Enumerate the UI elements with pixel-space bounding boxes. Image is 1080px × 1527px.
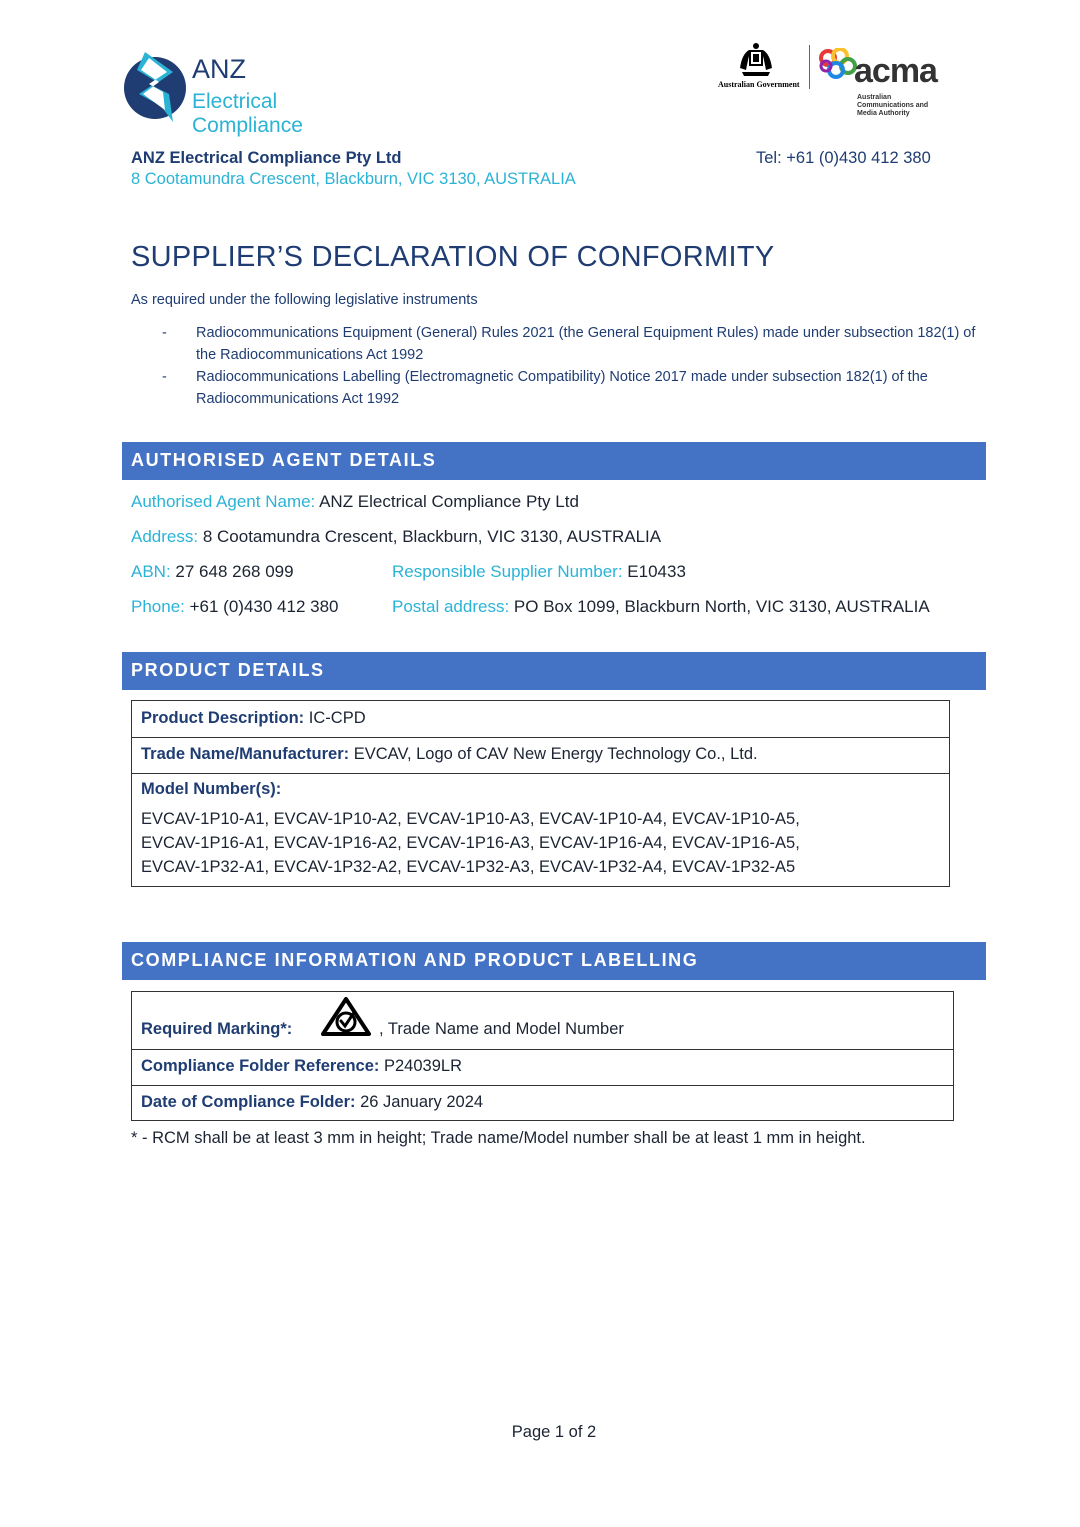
- company-telephone: Tel: +61 (0)430 412 380: [756, 149, 931, 167]
- postal-address-row: [392, 597, 930, 617]
- product-details-table: [131, 700, 950, 887]
- phone-label: Phone:: [131, 597, 185, 616]
- table-row: [132, 1049, 953, 1085]
- agent-name-row: [131, 492, 579, 512]
- folder-reference-value: P24039LR: [384, 1057, 462, 1075]
- agent-name-value: ANZ Electrical Compliance Pty Ltd: [319, 492, 579, 511]
- supplier-number-value: E10433: [627, 562, 686, 581]
- lightning-bolt-icon: [123, 50, 187, 124]
- page-title: SUPPLIER’S DECLARATION OF CONFORMITY: [131, 241, 775, 273]
- instrument-text: Radiocommunications Labelling (Electromagnetic Compatibility) Notice 2017 made under subsection 182(1) of the Radiocommunications Act 1992: [196, 369, 928, 407]
- compliance-table: [131, 991, 954, 1121]
- acma-wordmark: acma: [854, 52, 937, 90]
- required-marking-text: , Trade Name and Model Number: [379, 1020, 624, 1038]
- agent-name-label: Authorised Agent Name:: [131, 492, 316, 511]
- abn-value: 27 648 268 099: [175, 562, 294, 581]
- agent-address-value: 8 Cootamundra Crescent, Blackburn, VIC 3130, AUSTRALIA: [202, 527, 662, 546]
- company-name: ANZ Electrical Compliance Pty Ltd: [131, 149, 402, 167]
- trade-name-label: Trade Name/Manufacturer:: [141, 745, 350, 763]
- model-line: EVCAV-1P32-A1, EVCAV-1P32-A2, EVCAV-1P32-A3, EVCAV-1P32-A4, EVCAV-1P32-A5: [141, 858, 796, 876]
- instrument-text: Radiocommunications Equipment (General) Rules 2021 (the General Equipment Rules) made under subsection 182(1) of the Radiocommunications Act 1992: [196, 325, 976, 363]
- table-row: [132, 1085, 953, 1120]
- agent-address-row: [131, 527, 661, 547]
- model-line: EVCAV-1P10-A1, EVCAV-1P10-A2, EVCAV-1P10-A3, EVCAV-1P10-A4, EVCAV-1P10-A5,: [141, 810, 800, 828]
- model-numbers-label: Model Number(s):: [141, 780, 282, 798]
- model-numbers-list: [141, 807, 940, 879]
- model-line: EVCAV-1P16-A1, EVCAV-1P16-A2, EVCAV-1P16-A3, EVCAV-1P16-A4, EVCAV-1P16-A5,: [141, 834, 800, 852]
- product-description-value: IC-CPD: [308, 709, 366, 727]
- government-acma-logo: [718, 42, 948, 122]
- product-description-label: Product Description:: [141, 709, 305, 727]
- table-row: [132, 992, 953, 1049]
- list-item: [160, 367, 990, 410]
- folder-date-value: 26 January 2024: [360, 1093, 484, 1111]
- agent-address-label: Address:: [131, 527, 199, 546]
- agent-phone-row: [131, 597, 339, 617]
- rcm-mark-icon: [320, 996, 372, 1038]
- trade-name-value: EVCAV, Logo of CAV New Energy Technology Co., Ltd.: [353, 745, 758, 763]
- table-row: [132, 773, 949, 886]
- section-header-compliance: COMPLIANCE INFORMATION AND PRODUCT LABELLING: [122, 942, 986, 980]
- intro-text: As required under the following legislative instruments: [131, 292, 478, 308]
- section-header-agent: AUTHORISED AGENT DETAILS: [122, 442, 986, 480]
- anz-wordmark: ANZ: [192, 54, 246, 84]
- folder-date-label: Date of Compliance Folder:: [141, 1093, 356, 1111]
- postal-address-label: Postal address:: [392, 597, 510, 616]
- abn-label: ABN:: [131, 562, 171, 581]
- bullet-dash: -: [162, 325, 167, 341]
- anz-subtitle: Electrical Compliance: [192, 90, 303, 137]
- table-row: [132, 737, 949, 773]
- folder-reference-label: Compliance Folder Reference:: [141, 1057, 380, 1075]
- logo-divider: [809, 45, 810, 89]
- bullet-dash: -: [162, 369, 167, 385]
- section-header-product: PRODUCT DETAILS: [122, 652, 986, 690]
- instrument-list: [160, 323, 990, 411]
- anz-logo: [123, 50, 393, 137]
- company-address: 8 Cootamundra Crescent, Blackburn, VIC 3130, AUSTRALIA: [131, 170, 576, 188]
- agent-abn-row: [131, 562, 294, 582]
- table-row: [132, 701, 949, 737]
- postal-address-value: PO Box 1099, Blackburn North, VIC 3130, AUSTRALIA: [513, 597, 930, 616]
- footnote: * - RCM shall be at least 3 mm in height; Trade name/Model number shall be at least 1 mm in height.: [131, 1129, 866, 1147]
- coat-of-arms-icon: [736, 42, 776, 78]
- acma-rings-icon: [818, 48, 858, 82]
- acma-subtitle: Australian Communications and Media Authority: [857, 94, 929, 117]
- page-number: Page 1 of 2: [511, 1423, 597, 1441]
- supplier-number-label: Responsible Supplier Number:: [392, 562, 623, 581]
- australian-government-text: Australian Government: [718, 80, 800, 89]
- supplier-number-row: [392, 562, 686, 582]
- required-marking-label: Required Marking*:: [141, 1020, 293, 1038]
- list-item: [160, 323, 990, 366]
- phone-value: +61 (0)430 412 380: [189, 597, 339, 616]
